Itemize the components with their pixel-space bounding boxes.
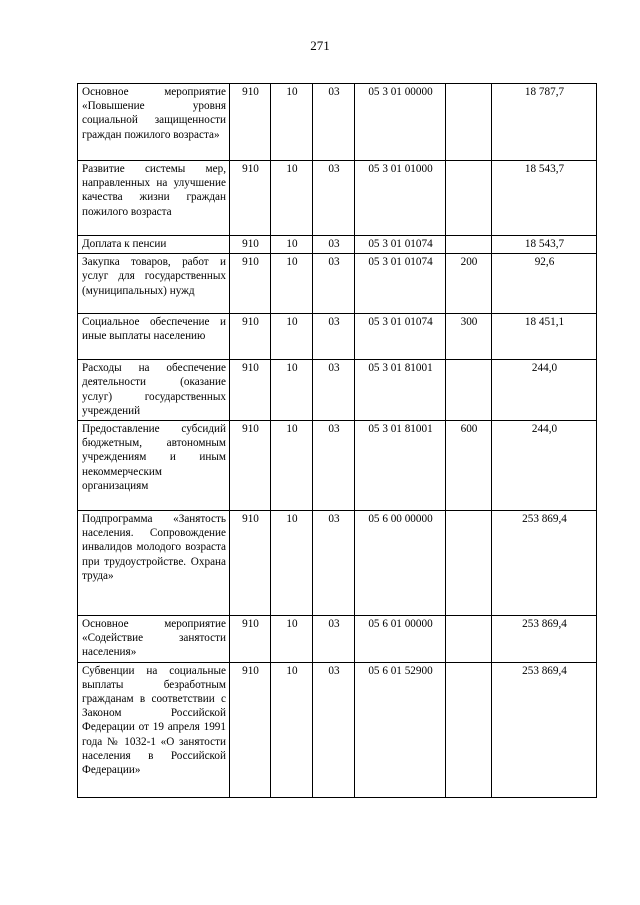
amount-cell: 244,0	[492, 360, 597, 421]
target-article-cell: 05 3 01 01074	[355, 236, 446, 254]
subsection-code-cell: 03	[313, 360, 355, 421]
row-name-cell: Закупка товаров, работ и услуг для государственных (муниципальных) нужд	[78, 254, 230, 314]
amount-cell: 18 543,7	[492, 236, 597, 254]
target-article-cell: 05 3 01 81001	[355, 421, 446, 511]
target-article-cell: 05 6 01 00000	[355, 616, 446, 663]
admin-code-cell: 910	[230, 360, 271, 421]
section-code-cell: 10	[271, 236, 313, 254]
row-name-cell: Предоставление субсидий бюджетным, автономным учреждениям и иным некоммерческим организациям	[78, 421, 230, 511]
expense-type-cell	[446, 616, 492, 663]
section-code-cell: 10	[271, 254, 313, 314]
table-row	[78, 421, 597, 511]
expense-type-cell	[446, 511, 492, 616]
section-code-cell: 10	[271, 360, 313, 421]
subsection-code-cell: 03	[313, 421, 355, 511]
amount-cell: 18 787,7	[492, 84, 597, 161]
row-name-cell: Социальное обеспечение и иные выплаты населению	[78, 314, 230, 360]
amount-cell: 253 869,4	[492, 511, 597, 616]
admin-code-cell: 910	[230, 236, 271, 254]
page-number: 271	[310, 38, 330, 53]
section-code-cell: 10	[271, 662, 313, 797]
target-article-cell: 05 3 01 01074	[355, 254, 446, 314]
row-name-cell: Основное мероприятие «Повышение уровня социальной защищенности граждан пожилого возраста»	[78, 84, 230, 161]
table-row	[78, 84, 597, 161]
target-article-cell: 05 3 01 00000	[355, 84, 446, 161]
section-code-cell: 10	[271, 421, 313, 511]
target-article-cell: 05 6 01 52900	[355, 662, 446, 797]
expense-type-cell: 600	[446, 421, 492, 511]
admin-code-cell: 910	[230, 662, 271, 797]
expense-type-cell	[446, 662, 492, 797]
admin-code-cell: 910	[230, 84, 271, 161]
admin-code-cell: 910	[230, 616, 271, 663]
expense-type-cell	[446, 236, 492, 254]
table-row	[78, 360, 597, 421]
subsection-code-cell: 03	[313, 314, 355, 360]
subsection-code-cell: 03	[313, 616, 355, 663]
amount-cell: 18 543,7	[492, 161, 597, 236]
amount-cell: 92,6	[492, 254, 597, 314]
subsection-code-cell: 03	[313, 511, 355, 616]
section-code-cell: 10	[271, 84, 313, 161]
subsection-code-cell: 03	[313, 161, 355, 236]
table-row	[78, 161, 597, 236]
subsection-code-cell: 03	[313, 662, 355, 797]
amount-cell: 253 869,4	[492, 616, 597, 663]
budget-table	[77, 83, 597, 798]
expense-type-cell: 200	[446, 254, 492, 314]
row-name-cell: Расходы на обеспечение деятельности (оказание услуг) государственных учреждений	[78, 360, 230, 421]
expense-type-cell	[446, 161, 492, 236]
target-article-cell: 05 3 01 81001	[355, 360, 446, 421]
row-name-cell: Развитие системы мер, направленных на улучшение качества жизни граждан пожилого возраста	[78, 161, 230, 236]
subsection-code-cell: 03	[313, 84, 355, 161]
expense-type-cell	[446, 84, 492, 161]
target-article-cell: 05 6 00 00000	[355, 511, 446, 616]
admin-code-cell: 910	[230, 511, 271, 616]
table-row	[78, 236, 597, 254]
subsection-code-cell: 03	[313, 254, 355, 314]
admin-code-cell: 910	[230, 161, 271, 236]
table-row	[78, 254, 597, 314]
row-name-cell: Подпрограмма «Занятость населения. Сопровождение инвалидов молодого возраста при трудоустройстве. Охрана труда»	[78, 511, 230, 616]
row-name-cell: Субвенции на социальные выплаты безработным гражданам в соответствии с Законом Российской Федерации от 19 апреля 1991 года № 1032-1 «О занятости населения в Российской Федерации»	[78, 662, 230, 797]
admin-code-cell: 910	[230, 254, 271, 314]
section-code-cell: 10	[271, 616, 313, 663]
table-row	[78, 314, 597, 360]
table-row	[78, 662, 597, 797]
row-name-cell: Основное мероприятие «Содействие занятости населения»	[78, 616, 230, 663]
row-name-cell: Доплата к пенсии	[78, 236, 230, 254]
section-code-cell: 10	[271, 161, 313, 236]
expense-type-cell	[446, 360, 492, 421]
amount-cell: 244,0	[492, 421, 597, 511]
target-article-cell: 05 3 01 01000	[355, 161, 446, 236]
target-article-cell: 05 3 01 01074	[355, 314, 446, 360]
amount-cell: 18 451,1	[492, 314, 597, 360]
expense-type-cell: 300	[446, 314, 492, 360]
section-code-cell: 10	[271, 511, 313, 616]
table-row	[78, 616, 597, 663]
amount-cell: 253 869,4	[492, 662, 597, 797]
table-row	[78, 511, 597, 616]
section-code-cell: 10	[271, 314, 313, 360]
subsection-code-cell: 03	[313, 236, 355, 254]
admin-code-cell: 910	[230, 421, 271, 511]
budget-table-body	[78, 84, 597, 798]
admin-code-cell: 910	[230, 314, 271, 360]
